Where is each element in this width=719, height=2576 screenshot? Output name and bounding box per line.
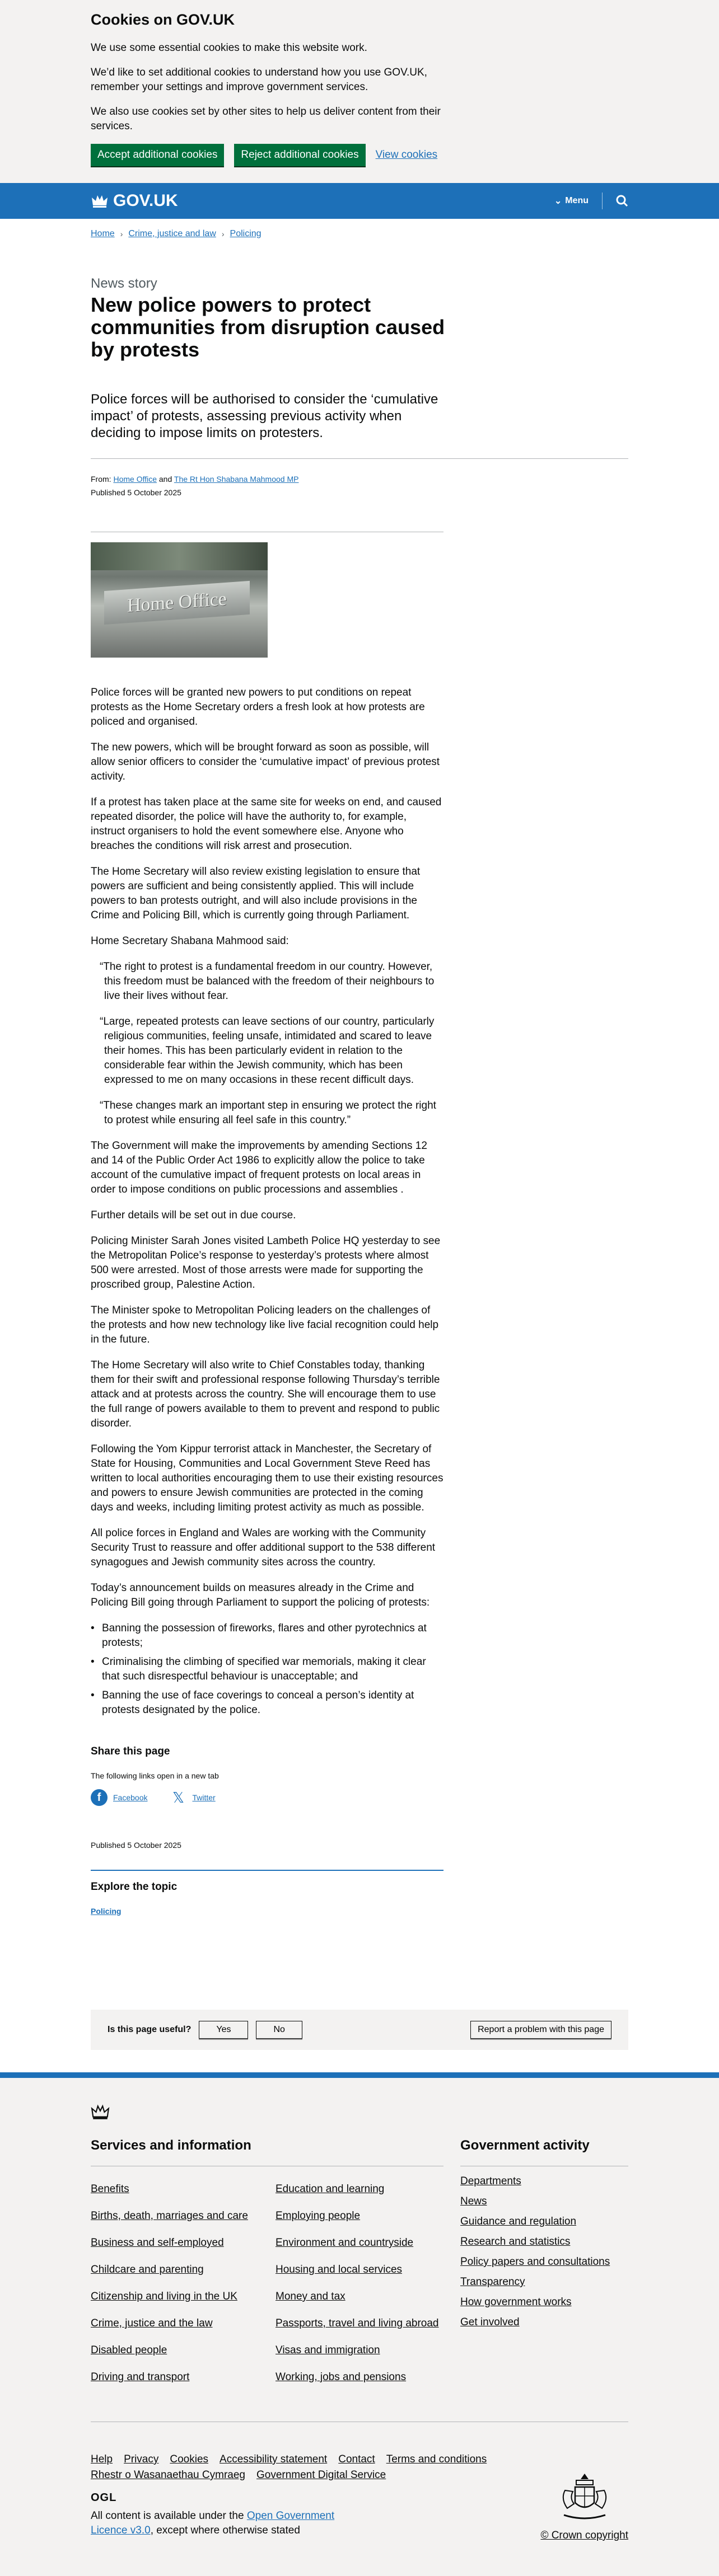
share-title: Share this page bbox=[91, 1746, 170, 1757]
footer-link[interactable]: Business and self-employed bbox=[91, 2237, 224, 2249]
footer-link[interactable]: Employing people bbox=[276, 2210, 361, 2222]
image-sign: Home Office bbox=[104, 581, 250, 625]
from-label: From: bbox=[91, 475, 111, 484]
footer-link[interactable]: Disabled people bbox=[91, 2344, 167, 2356]
metadata bbox=[91, 459, 628, 499]
topic-policing-link[interactable]: Policing bbox=[91, 1907, 122, 1916]
yes-button[interactable]: Yes bbox=[199, 2021, 248, 2039]
footer-link[interactable]: Housing and local services bbox=[276, 2264, 403, 2275]
footer-link[interactable]: Environment and countryside bbox=[276, 2237, 414, 2249]
share-facebook[interactable] bbox=[91, 1789, 147, 1806]
government-activity-title: Government activity bbox=[460, 2138, 628, 2166]
quote: “Large, repeated protests can leave sections of our country, particularly religious communities, feeling unsafe, intimidated and scared to leave their homes. This has been particularly evident in relation to the considerable fear within the Jewish community, which has been expressed to me on many occasions in these recent difficult days. bbox=[100, 1016, 435, 1086]
list-item: • Banning the use of face coverings to conceal a person’s identity at protests designated by the police. bbox=[91, 1688, 443, 1718]
share-note: The following links open in a new tab bbox=[91, 1771, 219, 1780]
footer-link[interactable]: Get involved bbox=[460, 2316, 520, 2328]
explore-title: Explore the topic bbox=[91, 1881, 178, 1893]
body-paragraph: The new powers, which will be brought forward as soon as possible, will allow senior officers to consider the ‘cumulative impact’ of previous protest activity. bbox=[91, 742, 440, 782]
ogl-logo: OGL bbox=[91, 2491, 117, 2504]
footer-meta-link[interactable]: Accessibility statement bbox=[220, 2453, 328, 2465]
footer-meta-link[interactable]: Terms and conditions bbox=[386, 2453, 487, 2465]
services-title: Services and information bbox=[91, 2138, 443, 2166]
report-problem-button[interactable]: Report a problem with this page bbox=[470, 2021, 611, 2039]
body-paragraph: Policing Minister Sarah Jones visited Lambeth Police HQ yesterday to see the Metropolitan Police’s response to yesterday’s protests where almost 500 were arrested. Most of those arrests were made for supporting the proscribed group, Palestine Action. bbox=[91, 1235, 441, 1291]
useful-question: Is this page useful? bbox=[108, 2025, 192, 2034]
footer-meta bbox=[91, 2422, 628, 2542]
breadcrumb-policing[interactable]: Policing bbox=[230, 229, 262, 238]
services-links bbox=[91, 2175, 443, 2390]
share-twitter[interactable] bbox=[170, 1789, 215, 1806]
menu-button[interactable] bbox=[554, 195, 589, 207]
chevron-right-icon: › bbox=[120, 229, 123, 238]
footer-link[interactable]: Money and tax bbox=[276, 2291, 346, 2302]
facebook-icon: f bbox=[91, 1789, 108, 1806]
site-footer bbox=[0, 2072, 719, 2576]
licence-text bbox=[91, 2509, 337, 2538]
footer-meta-link[interactable]: Cookies bbox=[170, 2453, 209, 2465]
body-paragraph: The Home Secretary will also write to Chief Constables today, thanking them for their swift and professional response following Thursday’s terrible attack and at protests across the country. She will encourage them to use the full range of powers available to them to prevent and respond to public disorder. bbox=[91, 1359, 440, 1429]
body-paragraph: Today’s announcement builds on measures already in the Crime and Policing Bill going through Parliament to support the policing of protests: bbox=[91, 1582, 430, 1608]
site-header bbox=[0, 183, 719, 219]
body-paragraph: The Minister spoke to Metropolitan Policing leaders on the challenges of the protests and how new technology like live facial recognition could help in the future. bbox=[91, 1305, 439, 1345]
footer-meta-link[interactable]: Help bbox=[91, 2453, 113, 2465]
image-trees bbox=[91, 542, 268, 570]
published-date-bottom: Published 5 October 2025 bbox=[91, 1841, 181, 1850]
no-button[interactable]: No bbox=[256, 2021, 302, 2039]
body-paragraph: Home Secretary Shabana Mahmood said: bbox=[91, 935, 289, 947]
article-body bbox=[91, 532, 443, 1917]
body-paragraph: If a protest has taken place at the same site for weeks on end, and caused repeated disorder, the police will have the authority to, for example, instruct organisers to hold the event somewhere else. Anyone who breaches the conditions will risk arrest and prosecution. bbox=[91, 796, 442, 852]
footer-link[interactable]: Education and learning bbox=[276, 2183, 385, 2195]
footer-link[interactable]: News bbox=[460, 2195, 487, 2207]
breadcrumb-crime[interactable]: Crime, justice and law bbox=[128, 229, 216, 238]
body-paragraph: The Home Secretary will also review existing legislation to ensure that powers are sufficient and being consistently applied. This will include powers to ban protests outright, and will also include provisions in the Crime and Policing Bill, which is currently going through Parliament. bbox=[91, 866, 421, 921]
body-paragraph: Following the Yom Kippur terrorist attack in Manchester, the Secretary of State for Housing, Communities and Local Government Steve Reed has written to local authorities encouraging them to use their existing resources and powers to ensure Jewish communities are protected in the coming days and weeks, including limiting protest activity as much as possible. bbox=[91, 1443, 443, 1513]
crown-icon bbox=[91, 2104, 110, 2120]
chevron-right-icon: › bbox=[221, 229, 225, 238]
published-date: Published 5 October 2025 bbox=[91, 488, 181, 497]
x-twitter-icon: 𝕏 bbox=[172, 1789, 184, 1806]
list-item: • Banning the possession of fireworks, flares and other pyrotechnics at protests; bbox=[91, 1621, 443, 1650]
header-divider bbox=[602, 193, 603, 209]
and-text: and bbox=[158, 475, 172, 484]
footer-link[interactable]: Transparency bbox=[460, 2276, 525, 2288]
royal-coat-of-arms-icon bbox=[554, 2468, 615, 2524]
licence-link[interactable]: Open Government Licence v3.0 bbox=[91, 2510, 335, 2536]
footer-meta-link[interactable]: Rhestr o Wasanaethau Cymraeg bbox=[91, 2469, 245, 2481]
crown-copyright-link[interactable]: © Crown copyright bbox=[540, 2530, 628, 2541]
footer-link[interactable]: Guidance and regulation bbox=[460, 2216, 577, 2227]
view-cookies-link[interactable]: View cookies bbox=[375, 149, 438, 161]
footer-meta-link[interactable]: Government Digital Service bbox=[256, 2469, 386, 2481]
main-content bbox=[91, 276, 628, 1917]
footer-link[interactable]: Benefits bbox=[91, 2183, 129, 2195]
from-home-office-link[interactable]: Home Office bbox=[113, 475, 157, 484]
breadcrumb-home[interactable]: Home bbox=[91, 229, 115, 238]
body-paragraph: All police forces in England and Wales are working with the Community Security Trust to reassure and offer additional support to the 538 different synagogues and Jewish community sites across the country. bbox=[91, 1527, 436, 1568]
footer-link[interactable]: Visas and immigration bbox=[276, 2344, 380, 2356]
breadcrumb bbox=[91, 219, 628, 249]
licence-prefix: All content is available under the bbox=[91, 2510, 244, 2522]
footer-link[interactable]: Research and statistics bbox=[460, 2236, 571, 2247]
cookie-banner bbox=[0, 0, 719, 183]
footer-link[interactable]: Driving and transport bbox=[91, 2371, 190, 2383]
cookie-text-2: We’d like to set additional cookies to understand how you use GOV.UK, remember your settings and improve government services. bbox=[91, 67, 427, 93]
cookie-title: Cookies on GOV.UK bbox=[91, 11, 235, 28]
quote: “The right to protest is a fundamental freedom in our country. However, this freedom must be balanced with the freedom of their neighbours to live their lives without fear. bbox=[100, 961, 435, 1002]
footer-link[interactable]: How government works bbox=[460, 2296, 572, 2308]
government-activity-links bbox=[460, 2175, 628, 2329]
share-links bbox=[91, 1789, 443, 1806]
accept-cookies-button[interactable]: Accept additional cookies bbox=[91, 144, 224, 166]
footer-link[interactable]: Passports, travel and living abroad bbox=[276, 2317, 439, 2329]
cookie-text-1: We use some essential cookies to make this website work. bbox=[91, 42, 367, 54]
footer-link[interactable]: Childcare and parenting bbox=[91, 2264, 204, 2275]
footer-link[interactable]: Departments bbox=[460, 2175, 521, 2187]
crown-icon bbox=[91, 193, 109, 209]
lead-paragraph: Police forces will be authorised to consider the ‘cumulative impact’ of protests, assessing previous activity when deciding to impose limits on protesters. bbox=[91, 392, 438, 440]
feedback-bar bbox=[91, 2010, 628, 2050]
search-icon[interactable] bbox=[616, 195, 628, 207]
body-paragraph: The Government will make the improvements by amending Sections 12 and 14 of the Public Order Act 1986 to explicitly allow the police to take account of the cumulative impact of frequent protests on local areas in order to impose conditions on public processions and assemblies . bbox=[91, 1140, 427, 1195]
menu-label: Menu bbox=[565, 196, 589, 205]
body-paragraph: Further details will be set out in due course. bbox=[91, 1209, 296, 1221]
licence-suffix: , except where otherwise stated bbox=[150, 2525, 300, 2536]
home-office-sign-image bbox=[91, 542, 268, 658]
explore-topic bbox=[91, 1870, 443, 1917]
logo-text: GOV.UK bbox=[113, 191, 178, 210]
list-item: • Criminalising the climbing of specified war memorials, making it clear that such disrespectful behaviour is unacceptable; and bbox=[91, 1655, 443, 1684]
footer-link[interactable]: Citizenship and living in the UK bbox=[91, 2291, 237, 2302]
body-paragraph: Police forces will be granted new powers to put conditions on repeat protests as the Home Secretary orders a fresh look at how protests are policed and organised. bbox=[91, 687, 425, 728]
footer-meta-links bbox=[91, 2453, 494, 2481]
twitter-link[interactable]: Twitter bbox=[192, 1793, 216, 1802]
facebook-link[interactable]: Facebook bbox=[113, 1793, 148, 1802]
footer-meta-link[interactable]: Privacy bbox=[124, 2453, 159, 2465]
govuk-logo[interactable] bbox=[91, 191, 178, 210]
chevron-down-icon: ⌄ bbox=[554, 196, 562, 206]
cookie-text-3: We also use cookies set by other sites to help us deliver content from their services. bbox=[91, 106, 441, 132]
footer-link[interactable]: Working, jobs and pensions bbox=[276, 2371, 407, 2383]
document-type: News story bbox=[91, 276, 157, 291]
measures-list bbox=[91, 1621, 443, 1718]
footer-meta-link[interactable]: Contact bbox=[338, 2453, 375, 2465]
page-title: New police powers to protect communities from disruption caused by protests bbox=[91, 293, 445, 361]
quote: “These changes mark an important step in ensuring we protect the right to protest while ensuring all feel safe in this country.” bbox=[100, 1100, 436, 1126]
footer-link[interactable]: Policy papers and consultations bbox=[460, 2256, 610, 2268]
footer-link[interactable]: Births, death, marriages and care bbox=[91, 2210, 248, 2222]
from-minister-link[interactable]: The Rt Hon Shabana Mahmood MP bbox=[174, 475, 299, 484]
reject-cookies-button[interactable]: Reject additional cookies bbox=[234, 144, 365, 166]
footer-link[interactable]: Crime, justice and the law bbox=[91, 2317, 213, 2329]
